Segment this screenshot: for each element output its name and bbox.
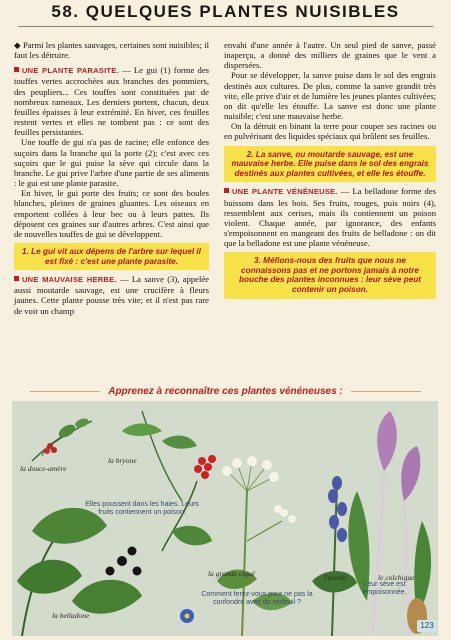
label-aconit: l'aconit xyxy=(324,573,347,582)
label-belladone: la belladone xyxy=(52,611,90,620)
section-bullet-icon xyxy=(14,276,19,281)
plant-illustration xyxy=(12,401,438,636)
weed-paragraph-4: On la détruit en binant la terre pour couper ses racines ou en pulvérisant des liquides spéciaux qui brûlent ses feuilles. xyxy=(224,121,436,142)
poison-paragraph-1: — La belladone forme des buissons dans les bois. Ses fruits, rouges, puis noirs (4), ressemblent aux cerises, mais ils contiennent un poison violent. Chaque année, par ignorance, des enfants s'empoisonnent en mangeant des fruits de belladone : on dit que la belladone est une plante vénéneuse. xyxy=(224,186,437,249)
note-cerfeuil: Comment ferez-vous pour ne pas la confondre avec du cerfeuil ? xyxy=(201,591,313,606)
parasite-paragraph-2: Une touffe de gui n'a pas de racine; elle enfonce des suçoirs dans la branche qui la porte (2); c'est avec ces suçoirs que le gui puise la sève qui circule dans la branche. Le gui prive l'arbre d'une partie de ses aliments : le gui est une plante parasite. xyxy=(14,137,209,189)
section-title-weed: UNE MAUVAISE HERBE. xyxy=(22,275,117,285)
parasite-paragraph-1: — Le gui (1) forme des touffes vertes accrochées aux branches des pommiers, des peupliers... Ces touffes sont constituées par de nombreux rameaux. Les derniers portent, chacun, deux feuilles épaisses à leur extrémité. En hiver, ces feuilles restent vertes et elles ne tombent pas : ce sont des feuilles persistantes. xyxy=(14,65,209,138)
label-bryone: la bryone xyxy=(108,456,137,465)
label-douce-amere: la douce-amère xyxy=(20,464,67,473)
left-column xyxy=(14,40,209,316)
weed-paragraph-1: — La sanve (3), appelée aussi moutarde sauvage, est une crucifère à fleurs jaunes. Cette plante pousse très vite; et il n'est pas rare de voir un champ xyxy=(14,274,209,316)
section-weed xyxy=(14,274,209,316)
title-rule xyxy=(18,26,433,27)
intro-text: ◆ Parmi les plantes sauvages, certaines sont nuisibles; il faut les détruire. xyxy=(14,40,209,61)
section-parasite xyxy=(14,65,209,137)
right-column xyxy=(224,40,436,303)
label-colchique: le colchique xyxy=(378,573,415,582)
page-title: 58. QUELQUES PLANTES NUISIBLES xyxy=(51,2,400,21)
page-number: 123 xyxy=(417,620,437,632)
heading-rule-right xyxy=(351,391,421,392)
section-title-parasite: UNE PLANTE PARASITE. xyxy=(22,66,119,76)
label-grande-cigue: la grande ciguë xyxy=(208,569,256,578)
summary-box-1: 1. Le gui vit aux dépens de l'arbre sur lequel il est fixé : c'est une plante parasite. xyxy=(14,243,209,270)
summary-box-2: 2. La sanve, ou moutarde sauvage, est une mauvaise herbe. Elle puise dans le sol des engrais destinés aux plantes cultivées, et elle les étouffe. xyxy=(224,146,436,183)
section-poison xyxy=(224,186,436,248)
parasite-paragraph-3: En hiver, le gui porte des fruits; ce sont des boules blanches, pleines de graines gluantes. Les oiseaux en emportent collées à leur bec ou à leurs pattes. Ils déposent ces graines sur d'autres arbres. C'est ainsi que de nouvelles touffes de gui se développent. xyxy=(14,188,209,239)
summary-box-3: 3. Méfions-nous des fruits que nous ne connaissons pas et ne portons jamais à notre bouche des plantes inconnues : leur sève peut contenir un poison. xyxy=(224,252,436,298)
note-hedges: Elles poussent dans les haies. Leurs fruits contiennent un poison. xyxy=(85,501,199,516)
illustration-heading-text: Apprenez à reconnaître ces plantes vénéneuses : xyxy=(108,386,343,397)
weed-paragraph-3: Pour se développer, la sanve puise dans le sol des engrais destinés aux cultures. De plus, comme la sanve grandit très vite, elle prive d'air et de lumière les jeunes plantes cultivées; on dit qu'elle les étouffe. La sanve est donc une plante nuisible; c'est une mauvaise herbe. xyxy=(224,70,436,122)
illustration-heading xyxy=(0,383,451,401)
note-sap: Leur sève est empoisonnée. xyxy=(362,581,407,596)
section-bullet-icon xyxy=(14,67,19,72)
weed-paragraph-2: envahi d'une année à l'autre. Un seul pied de sanve, passé inaperçu, a donné des milliers de graines que le vent a dispersées. xyxy=(224,40,436,71)
section-title-poison: UNE PLANTE VÉNÉNEUSE. xyxy=(232,187,338,197)
heading-rule-left xyxy=(30,391,100,392)
section-bullet-icon xyxy=(224,188,229,193)
